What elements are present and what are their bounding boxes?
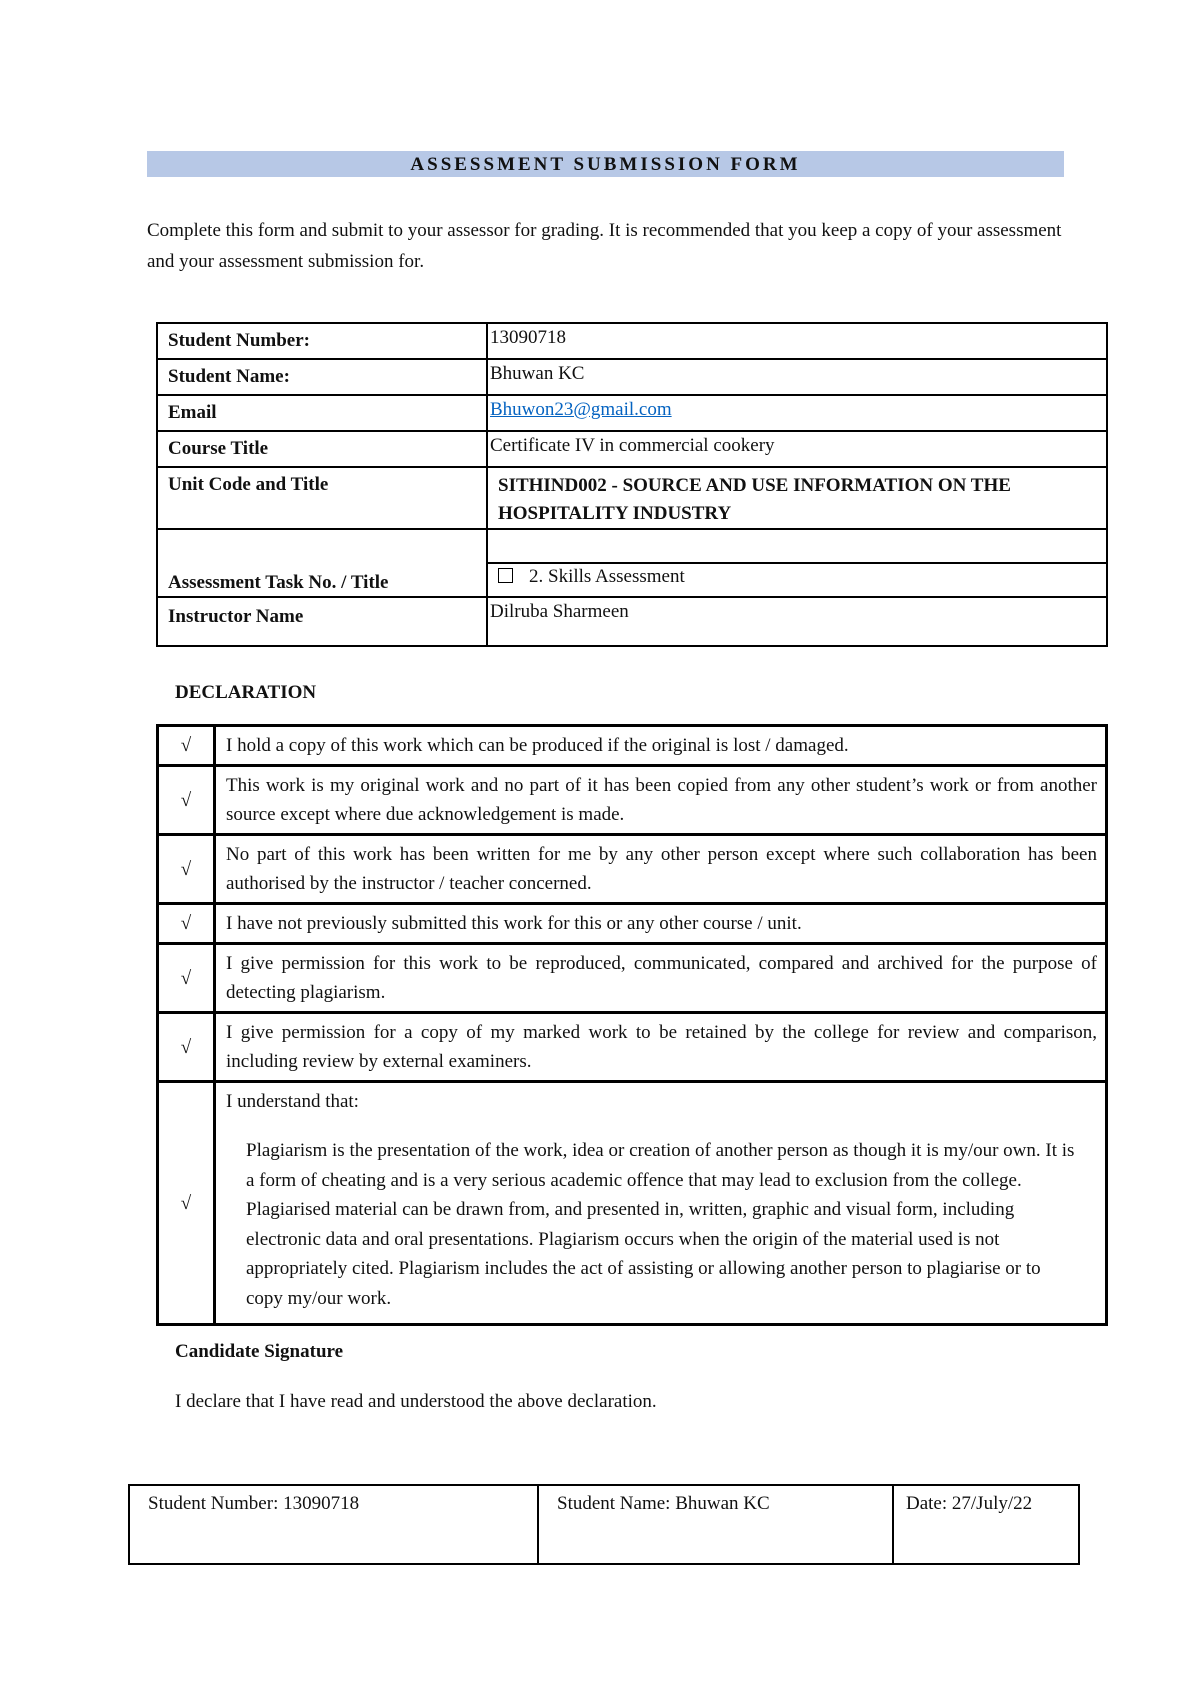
student-number-label: Student Number: bbox=[157, 323, 487, 359]
task-cell bbox=[487, 563, 1107, 597]
understand-text: I understand that: bbox=[226, 1091, 359, 1112]
task-label: Assessment Task No. / Title bbox=[157, 529, 487, 597]
unit-label: Unit Code and Title bbox=[157, 467, 487, 529]
course-title-label: Course Title bbox=[157, 431, 487, 467]
footer-date: Date: 27/July/22 bbox=[893, 1485, 1079, 1564]
declaration-item: I have not previously submitted this work for this or any other course / unit. bbox=[215, 904, 1107, 944]
instructor-label: Instructor Name bbox=[157, 597, 487, 646]
declaration-item: I give permission for a copy of my marked work to be retained by the college for review and comparison, including review by external examiners. bbox=[215, 1013, 1107, 1082]
student-info-table bbox=[156, 322, 1108, 647]
email-label: Email bbox=[157, 395, 487, 431]
declaration-item: No part of this work has been written for me by any other person except where such collaboration has been authorised by the instructor / teacher concerned. bbox=[215, 835, 1107, 904]
form-title: ASSESSMENT SUBMISSION FORM bbox=[147, 151, 1064, 177]
check-mark: √ bbox=[158, 1082, 215, 1325]
declaration-table bbox=[156, 724, 1108, 1326]
declaration-item-understand bbox=[215, 1082, 1107, 1325]
instructor-value: Dilruba Sharmeen bbox=[487, 597, 1107, 646]
check-mark: √ bbox=[158, 835, 215, 904]
task-value: 2. Skills Assessment bbox=[529, 566, 685, 587]
plagiarism-text: Plagiarism is the presentation of the work, idea or creation of another person as though it is my/our own. It is a form of cheating and is a very serious academic offence that may lead to exclusion from the college. Plagiarised material can be drawn from, and presented in, written, graphic and visual form, including electronic data and oral presentations. Plagiarism occurs when the origin of the material used is not appropriately cited. Plagiarism includes the act of assisting or allowing another person to plagiarise or to copy my/our work. bbox=[246, 1140, 1075, 1309]
signature-statement: I declare that I have read and understood the above declaration. bbox=[175, 1391, 657, 1412]
student-number-value: 13090718 bbox=[487, 323, 1107, 359]
student-name-value: Bhuwan KC bbox=[487, 359, 1107, 395]
intro-text: Complete this form and submit to your assessor for grading. It is recommended that you keep a copy of your assessment and your assessment submission for. bbox=[147, 220, 1062, 272]
footer-student-number: Student Number: 13090718 bbox=[129, 1485, 538, 1564]
check-mark: √ bbox=[158, 766, 215, 835]
checkbox[interactable] bbox=[498, 568, 513, 583]
course-title-value: Certificate IV in commercial cookery bbox=[487, 431, 1107, 467]
unit-value: SITHIND002 - SOURCE AND USE INFORMATION ON THE HOSPITALITY INDUSTRY bbox=[487, 467, 1107, 529]
check-mark: √ bbox=[158, 1013, 215, 1082]
student-name-label: Student Name: bbox=[157, 359, 487, 395]
email-link[interactable]: Bhuwon23@gmail.com bbox=[490, 399, 672, 420]
footer-table bbox=[128, 1484, 1080, 1565]
declaration-item: This work is my original work and no part of it has been copied from any other student’s work or from another source except where due acknowledgement is made. bbox=[215, 766, 1107, 835]
footer-student-name: Student Name: Bhuwan KC bbox=[538, 1485, 893, 1564]
check-mark: √ bbox=[158, 944, 215, 1013]
signature-heading: Candidate Signature bbox=[175, 1341, 344, 1362]
declaration-item: I give permission for this work to be reproduced, communicated, compared and archived for the purpose of detecting plagiarism. bbox=[215, 944, 1107, 1013]
declaration-item: I hold a copy of this work which can be produced if the original is lost / damaged. bbox=[215, 726, 1107, 766]
check-mark: √ bbox=[158, 904, 215, 944]
declaration-heading: DECLARATION bbox=[175, 682, 317, 703]
task-spacer bbox=[487, 529, 1107, 563]
check-mark: √ bbox=[158, 726, 215, 766]
